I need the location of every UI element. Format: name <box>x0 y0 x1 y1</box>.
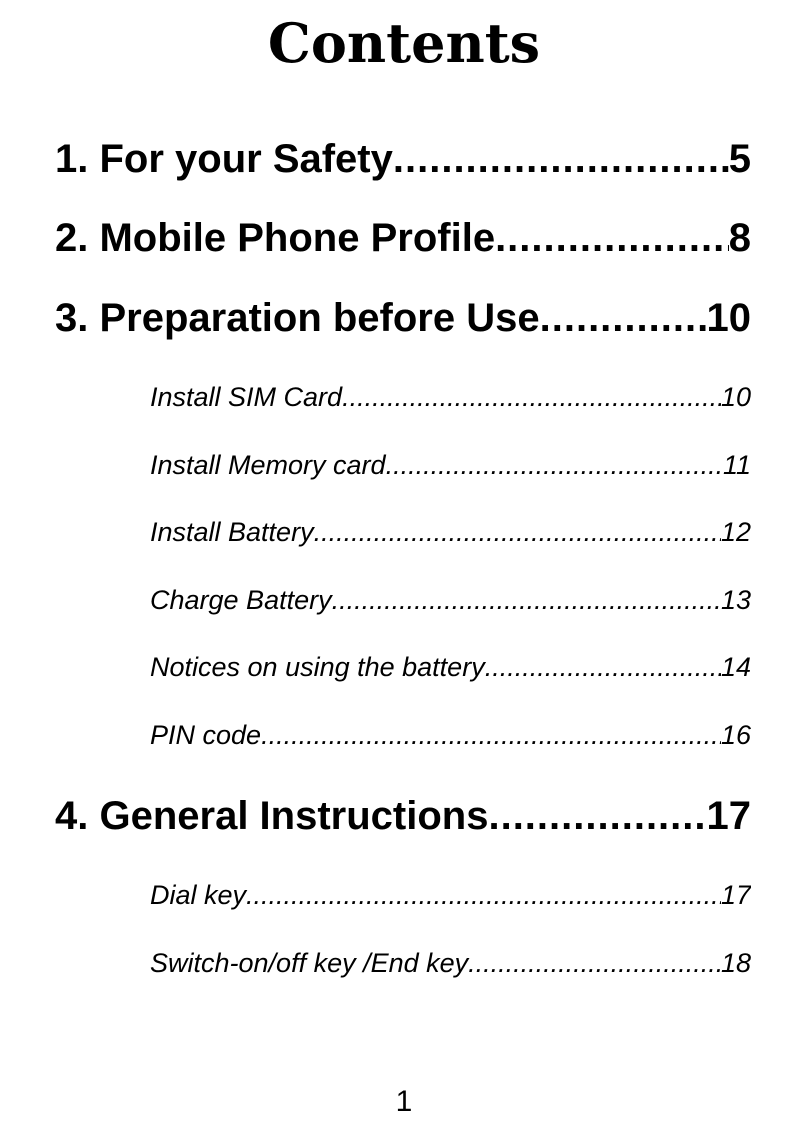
toc-entry-page: 18 <box>720 948 751 978</box>
dot-leader <box>488 788 706 844</box>
toc-entry-label: 4. General Instructions <box>55 794 489 838</box>
toc-entry-label: Install SIM Card <box>150 382 343 412</box>
toc-entry-page: 16 <box>720 720 751 750</box>
toc-entry-install-sim-card[interactable] <box>150 377 751 417</box>
toc-entry-label: 2. Mobile Phone Profile <box>55 216 496 260</box>
dot-leader <box>342 377 721 417</box>
toc-entry-mobile-phone-profile[interactable] <box>55 210 751 266</box>
toc-entry-general-instructions[interactable] <box>55 788 751 844</box>
dot-leader <box>246 875 721 915</box>
dot-leader <box>332 580 721 620</box>
toc-entry-page: 12 <box>720 517 751 547</box>
toc-entry-install-battery[interactable] <box>150 512 751 552</box>
toc-entry-page: 10 <box>720 382 751 412</box>
toc-entry-switch-on-off-key-end-key[interactable] <box>150 943 751 983</box>
toc-entry-page: 17 <box>720 880 751 910</box>
dot-leader <box>261 715 721 755</box>
toc-entry-dial-key[interactable] <box>150 875 751 915</box>
toc-entry-page: 17 <box>706 794 751 838</box>
toc-entry-label: PIN code <box>150 720 262 750</box>
dot-leader <box>485 647 721 687</box>
page-number: 1 <box>395 1085 413 1118</box>
toc-entry-page: 8 <box>728 216 751 260</box>
toc-entry-page: 11 <box>722 450 751 480</box>
toc-entry-label: Install Memory card <box>150 450 386 480</box>
toc-entry-label: Install Battery <box>150 517 314 547</box>
toc-entry-label: 1. For your Safety <box>55 137 393 181</box>
toc-entry-label: Switch-on/off key /End key <box>150 948 469 978</box>
toc-entry-for-your-safety[interactable] <box>55 131 751 187</box>
toc-entry-page: 14 <box>720 652 751 682</box>
toc-entry-page: 5 <box>728 137 751 181</box>
dot-leader <box>314 512 721 552</box>
dot-leader <box>540 290 707 346</box>
toc-entry-label: Notices on using the battery <box>150 652 485 682</box>
toc-entry-label: Dial key <box>150 880 247 910</box>
toc-entry-pin-code[interactable] <box>150 715 751 755</box>
dot-leader <box>393 131 729 187</box>
toc-entry-install-memory-card[interactable] <box>150 445 751 485</box>
dot-leader <box>495 210 729 266</box>
page-title: Contents <box>267 11 541 75</box>
toc-entry-charge-battery[interactable] <box>150 580 751 620</box>
dot-leader <box>468 943 721 983</box>
toc-entry-label: Charge Battery <box>150 585 332 615</box>
toc-entry-preparation-before-use[interactable] <box>55 290 751 346</box>
toc-entry-notices-on-using-the-battery[interactable] <box>150 647 751 687</box>
toc-entry-label: 3. Preparation before Use <box>55 296 540 340</box>
toc-entry-page: 10 <box>706 296 751 340</box>
toc-entry-page: 13 <box>720 585 751 615</box>
dot-leader <box>386 445 723 485</box>
